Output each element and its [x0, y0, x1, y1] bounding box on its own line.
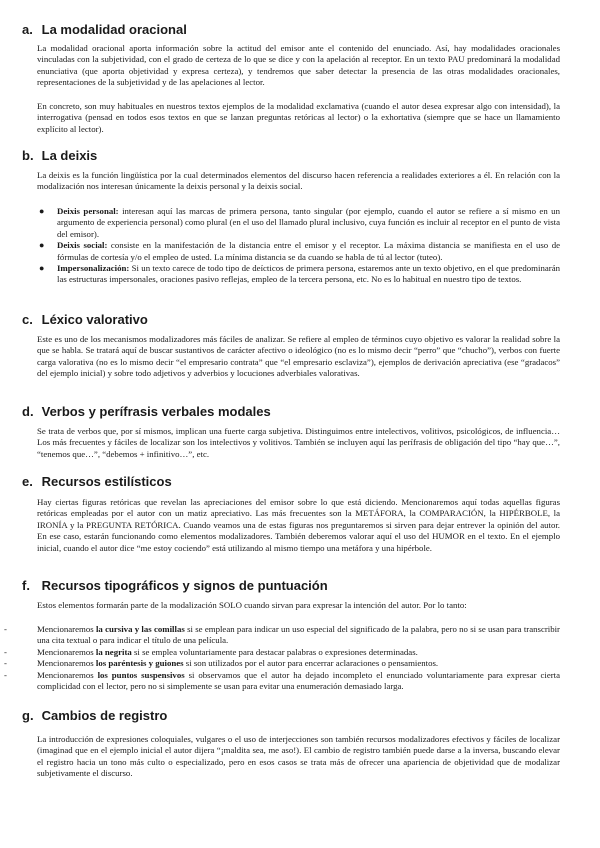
section-b-heading — [22, 148, 97, 163]
list-item — [39, 263, 560, 286]
section-d-heading — [22, 404, 271, 419]
list-item — [0, 658, 560, 669]
section-f-heading — [22, 578, 328, 593]
list-item — [39, 240, 560, 263]
list-item-lead: Mencionaremos — [37, 658, 96, 669]
list-item-text: si se emplean para indicar un uso especial del significado de la palabra, pero no si se usan para transcribir una cita textual o para indicar el título de una película. — [37, 624, 560, 646]
section-title: Cambios de registro — [41, 708, 168, 723]
section-letter: f. — [22, 578, 30, 593]
bullet-icon: ● — [39, 263, 45, 274]
section-title: Recursos estilísticos — [41, 474, 172, 489]
list-item-lead: Mencionaremos — [37, 646, 96, 657]
section-f-paragraph-1: Estos elementos formarán parte de la modalización SOLO cuando sirvan para expresar la intención del autor. Por lo tanto: — [37, 600, 467, 610]
list-item-term: los puntos suspensivos — [97, 669, 185, 680]
list-item-term: Impersonalización: — [57, 263, 130, 274]
section-a-paragraph-2: En concreto, son muy habituales en nuestros textos ejemplos de la modalidad exclamativa (cuando el autor desea expresar algo con intensidad), la interrogativa (pensad en todos esos textos en que se lanzan preguntas retóricas al lector) o la exhortativa (siempre que se hace un llamamiento explícito al lector). — [37, 101, 560, 134]
section-letter: d. — [22, 404, 34, 419]
section-title: La modalidad oracional — [41, 22, 187, 37]
section-letter: a. — [22, 22, 33, 37]
list-item-text: interesan aquí las marcas de primera persona, tanto singular (por ejemplo, cuando el autor se refiere a sí mismo en un argumento de experiencia personal) como plural (en el uso del llamado plural inclusivo, cuya función es incluir al receptor en el punto de vista del emisor). — [57, 206, 560, 239]
section-title: Verbos y perífrasis verbales modales — [41, 404, 271, 419]
section-letter: c. — [22, 312, 33, 327]
list-item-lead: Mencionaremos — [37, 624, 96, 634]
bullet-icon: ● — [39, 240, 45, 251]
section-d-paragraph-1: Se trata de verbos que, por sí mismos, implican una fuerte carga subjetiva. Distinguimos entre intelectivos, volitivos, psicológicos, de influencia… Los más frecuentes y fáciles de localizar son los intelectivos y volitivos. También se incluyen aquí las perífrasis de obligación del tipo “hay que…”, “tenemos que…”, “debemos + infinitivo…”, etc. — [37, 426, 560, 459]
section-c-heading — [22, 312, 148, 327]
list-item-term: Deixis social: — [57, 240, 108, 251]
section-letter: e. — [22, 474, 33, 489]
section-a-heading — [22, 22, 187, 37]
list-item-text: si observamos que el autor ha dejado incompleto el enunciado voluntariamente para expresar cierta complicidad con el lector, pero no si simplemente se usan para evitar una enumeración demasiado larga. — [37, 669, 561, 692]
section-e-heading — [22, 474, 172, 489]
section-b-paragraph-1: La deixis es la función lingüística por la cual determinados elementos del discurso hacen referencia a realidades exteriores a él. En relación con la modalización nos interesan únicamente la deixis personal y la deixis social. — [37, 170, 560, 192]
dash-icon: - — [4, 646, 7, 657]
list-item-text: si se emplea voluntariamente para destacar palabras o expresiones determinadas. — [131, 646, 418, 657]
section-letter: b. — [22, 148, 34, 163]
typography-list — [0, 624, 560, 692]
list-item — [0, 624, 560, 647]
list-item — [39, 206, 560, 240]
section-title: Léxico valorativo — [41, 312, 148, 327]
list-item-term: Deixis personal: — [57, 206, 119, 216]
list-item — [0, 647, 560, 658]
section-title: Recursos tipográficos y signos de puntuación — [41, 578, 328, 593]
list-item — [0, 670, 560, 693]
section-e-paragraph-1: Hay ciertas figuras retóricas que revelan las apreciaciones del emisor sobre lo que está diciendo. Mencionaremos aquí todas aquellas figuras retóricas empleadas por el autor con un matiz apreciativo. Las más frecuentes son la METÁFORA, la COMPARACIÓN, la HIPÉRBOLE, la IRONÍA y la PREGUNTA RETÓRICA. Cuando veamos una de estas figuras nos preguntaremos si sirven para dejar entrever la opinión del autor. En ese caso, estarán funcionando como elementos modalizadores. También deberemos valorar aquí el uso del HUMOR en el texto. En el ejemplo inicial, cuando el autor dice “me estoy cociendo” está utilizando al mismo tiempo una metáfora y una hipérbole. — [37, 497, 560, 553]
list-item-text: Si un texto carece de todo tipo de deícticos de primera persona, estaremos ante un texto objetivo, en el que predominarán las estructuras impersonales, oraciones pasivo reflejas, empleo de la tercera persona, etc. No es lo habitual en nuestro tipo de textos. — [57, 263, 560, 285]
deixis-list — [39, 206, 560, 286]
list-item-text: si son utilizados por el autor para encerrar aclaraciones o pensamientos. — [183, 658, 439, 669]
dash-icon: - — [4, 658, 7, 669]
list-item-term: la cursiva y las comillas — [95, 624, 185, 634]
section-g-heading — [22, 708, 167, 723]
dash-icon: - — [4, 669, 7, 680]
list-item-lead: Mencionaremos — [37, 669, 98, 680]
section-letter: g. — [22, 708, 34, 723]
dash-icon: - — [4, 624, 7, 634]
section-g-paragraph-1: La introducción de expresiones coloquiales, vulgares o el uso de interjecciones son también recursos modalizadores efectivos y fáciles de localizar (imaginad que en el ejemplo inicial el autor dijera “¡maldita sea, me aso!). El cambio de registro también puede darse a la inversa, buscando elevar el registro hacia un tono más culto o especializado, pero en esos casos se trata más de ofrecer una apariencia de objetividad que de modalizar subjetivamente el discurso. — [37, 734, 560, 779]
section-title: La deixis — [41, 148, 98, 163]
list-item-text: consiste en la manifestación de la distancia entre el emisor y el receptor. La máxima distancia se manifiesta en el uso de fórmulas de cortesía y/o el empleo de usted. La mínima distancia se da cuando se habla de tú al lector (tuteo). — [57, 240, 560, 262]
list-item-term: los paréntesis y guiones — [95, 658, 184, 669]
bullet-icon: ● — [39, 206, 45, 216]
section-a-paragraph-1: La modalidad oracional aporta información sobre la actitud del emisor ante el contenido del enunciado. Así, hay modalidades oracionales vinculadas con la subjetividad, con el grado de certeza de lo que se dice y con la apelación al receptor. En un texto PAU predominará la modalidad enunciativa (que aporta objetividad y expresa certeza), y tendremos que saber detectar la presencia de las otras modalidades oracionales, representaciones de la subjetividad y de las apelaciones al lector. — [37, 43, 560, 88]
section-c-paragraph-1: Este es uno de los mecanismos modalizadores más fáciles de analizar. Se refiere al empleo de términos cuyo objetivo es valorar la realidad sobre la que se habla. Se tratará aquí de buscar sustantivos de carácter afectivo o ideológico (no es lo mismo decir “perro” que “chucho”), verbos con fuerte carga valorativa (no es lo mismo decir “el empresario contrata” que “el empresario esclaviza”), ejemplos de derivación apreciativa (ese “gradacos” del ejemplo inicial) y sobre todo adjetivos y adverbios y locuciones adverbiales valorativas. — [37, 334, 560, 379]
list-item-term: la negrita — [95, 646, 132, 657]
